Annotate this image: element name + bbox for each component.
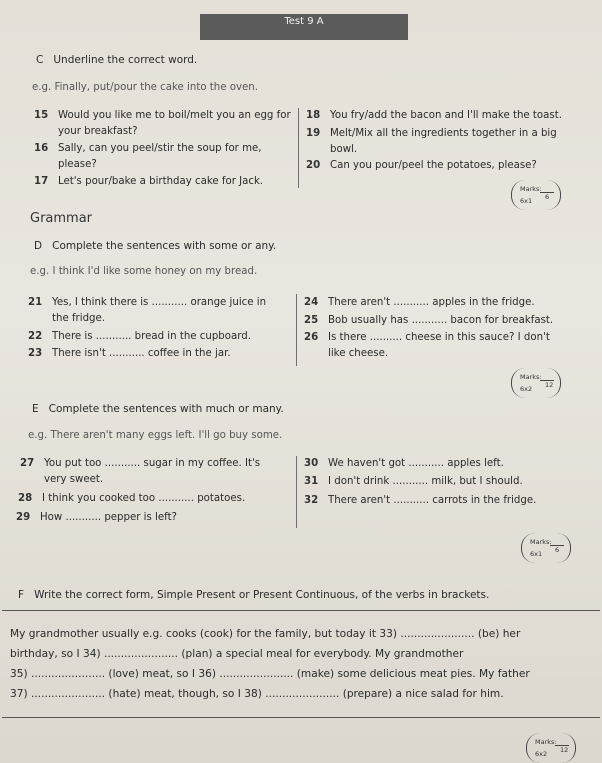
section-c-example: e.g. Finally, put/pour the cake into the oven.	[32, 82, 258, 93]
instruction-text: Underline the correct word.	[53, 54, 198, 66]
section-d-example: e.g. I think I'd like some honey on my bread.	[30, 266, 258, 277]
grammar-heading: Grammar	[30, 211, 93, 226]
passage-line: 35) ...................... (love) meat, so I 36) ...................... (make) some delicious meat pies. My father	[10, 668, 530, 680]
passage-line: 37) ...................... (hate) meat, though, so I 38) ...................... (prepare) a nice salad for him.	[10, 688, 504, 700]
exercise-item: 17 Let's pour/bake a birthday cake for Jack.	[34, 176, 264, 187]
exercise-item: 16 Sally, can you peel/stir the soup for me, please?	[34, 143, 262, 170]
exercise-item: 23 There isn't ........... coffee in the jar.	[28, 348, 231, 359]
marks-box: Marks: 6x1 6	[511, 180, 561, 210]
exercise-item: 22 There is ........... bread in the cupboard.	[28, 331, 251, 342]
section-e-example: e.g. There aren't many eggs left. I'll go buy some.	[28, 430, 283, 441]
exercise-item: 18 You fry/add the bacon and I'll make the toast.	[306, 110, 562, 121]
column-divider	[298, 108, 299, 188]
exercise-item: 15 Would you like me to boil/melt you an egg for your breakfast?	[34, 110, 291, 137]
exercise-item: 20 Can you pour/peel the potatoes, please?	[306, 160, 537, 171]
test-header	[200, 14, 408, 40]
marks-box: Marks: 6x2 12	[526, 733, 576, 763]
column-divider	[296, 456, 297, 528]
marks-box: Marks: 6x2 12	[511, 368, 561, 398]
exercise-item: 27 You put too ........... sugar in my coffee. It's very sweet.	[20, 458, 261, 485]
exercise-item: 19 Melt/Mix all the ingredients together in a big bowl.	[306, 128, 557, 155]
section-c-instruction	[36, 52, 197, 68]
section-letter: C	[36, 54, 44, 66]
exercise-item: 30 We haven't got ........... apples left.	[304, 458, 504, 469]
passage-line: My grandmother usually e.g. cooks (cook) for the family, but today it 33) ...................... (be) her	[10, 628, 521, 640]
exercise-item: 24 There aren't ........... apples in the fridge.	[304, 297, 535, 308]
exercise-item: 32 There aren't ........... carrots in the fridge.	[304, 495, 537, 506]
verb-passage-box	[2, 610, 600, 718]
passage-line: birthday, so I 34) ...................... (plan) a special meal for everybody. My grandmother	[10, 648, 464, 660]
test-title: Test 9 A	[284, 16, 324, 27]
marks-box: Marks: 6x1 6	[521, 533, 571, 563]
exercise-item: 21 Yes, I think there is ........... orange juice in the fridge.	[28, 297, 267, 324]
exercise-item: 28 I think you cooked too ........... potatoes.	[18, 493, 246, 504]
section-d-instruction: D Complete the sentences with some or any.	[34, 240, 277, 252]
section-f-instruction: F Write the correct form, Simple Present or Present Continuous, of the verbs in brackets.	[18, 589, 490, 601]
exercise-item: 31 I don't drink ........... milk, but I should.	[304, 476, 523, 487]
section-e-instruction: E Complete the sentences with much or many.	[32, 403, 284, 415]
exercise-item: 25 Bob usually has ........... bacon for breakfast.	[304, 315, 554, 326]
exercise-item: 29 How ........... pepper is left?	[16, 512, 177, 523]
exercise-item: 26 Is there .......... cheese in this sauce? I don't like cheese.	[304, 332, 550, 359]
column-divider	[296, 294, 297, 366]
